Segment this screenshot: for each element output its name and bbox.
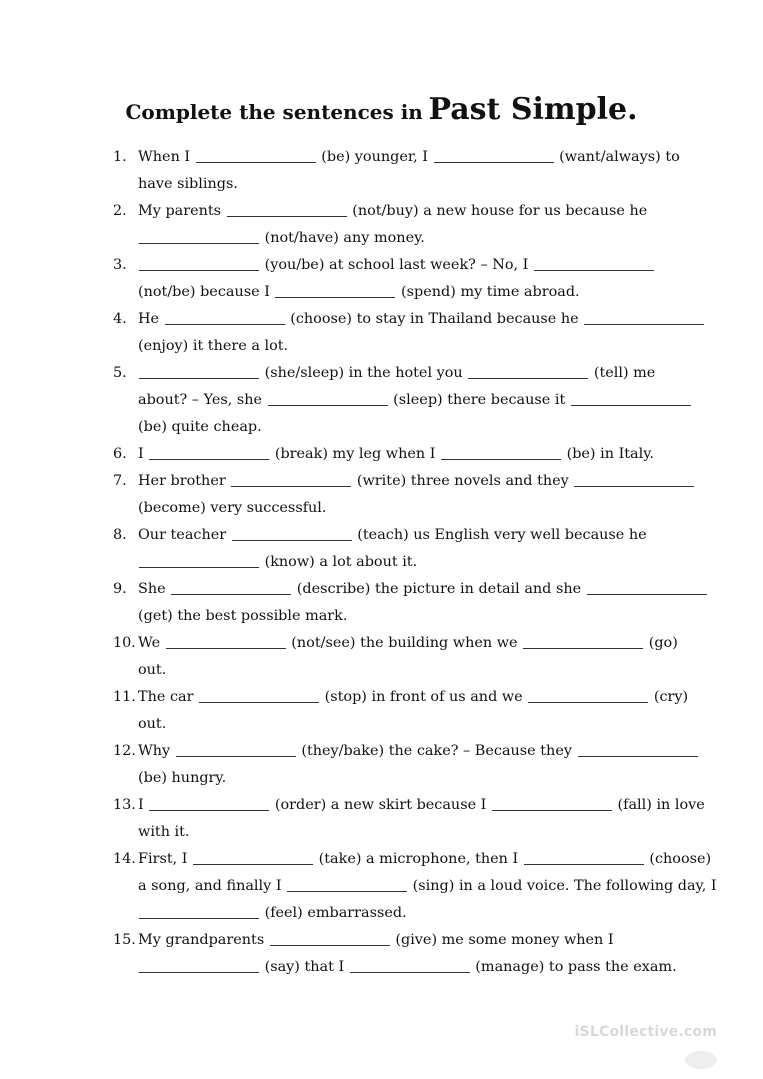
sentence-line: [138, 225, 673, 252]
sentence-line: [138, 522, 673, 549]
sentence-text: (get) the best possible mark.: [138, 608, 348, 624]
sentence-line: [138, 765, 673, 792]
sentence-line: [138, 846, 712, 873]
sentence-line: [138, 333, 673, 360]
answer-blank[interactable]: [171, 581, 291, 595]
exercise-item: [113, 441, 673, 468]
watermark-logo-icon: [683, 1046, 719, 1070]
sentence-text: When I: [138, 149, 195, 165]
answer-blank[interactable]: [270, 932, 390, 946]
exercise-item: [113, 198, 673, 252]
sentence-text: I: [138, 446, 149, 462]
answer-blank[interactable]: [227, 203, 347, 217]
sentence-line: [138, 549, 673, 576]
sentence-line: [138, 630, 678, 657]
sentence-text: out.: [138, 662, 167, 678]
title-emphasis: Past Simple: [428, 92, 628, 127]
sentence-text: (want/always) to: [554, 149, 680, 165]
item-number: 15.: [113, 932, 136, 948]
sentence-text: (describe) the picture in detail and she: [292, 581, 586, 597]
sentence-text: (be) quite cheap.: [138, 419, 262, 435]
item-number: 8.: [113, 527, 127, 543]
sentence-text: The car: [138, 689, 199, 705]
item-number: 4.: [113, 311, 127, 327]
answer-blank[interactable]: [492, 797, 612, 811]
sentence-text: (sing) in a loud voice. The following day, I: [408, 878, 717, 894]
item-number: 6.: [113, 446, 127, 462]
item-number: 2.: [113, 203, 127, 219]
answer-blank[interactable]: [287, 878, 407, 892]
exercise-item: [113, 684, 689, 738]
sentence-text: (not/see) the building when we: [286, 635, 523, 651]
sentence-text: (give) me some money when I: [390, 932, 614, 948]
answer-blank[interactable]: [165, 311, 285, 325]
sentence-text: a song, and finally I: [138, 878, 287, 894]
answer-blank[interactable]: [587, 581, 707, 595]
item-number: 12.: [113, 743, 136, 759]
answer-blank[interactable]: [166, 635, 286, 649]
sentence-text: (sleep) there because it: [388, 392, 570, 408]
sentence-text: with it.: [138, 824, 190, 840]
answer-blank[interactable]: [193, 851, 313, 865]
sentence-line: [138, 900, 673, 927]
answer-blank[interactable]: [524, 851, 644, 865]
sentence-text: (they/bake) the cake? – Because they: [296, 743, 577, 759]
answer-blank[interactable]: [528, 689, 648, 703]
item-number: 3.: [113, 257, 127, 273]
sentence-line: [138, 927, 673, 954]
sentence-line: [138, 576, 673, 603]
answer-blank[interactable]: [268, 392, 388, 406]
item-number: 9.: [113, 581, 127, 597]
answer-blank[interactable]: [534, 257, 654, 271]
answer-blank[interactable]: [350, 959, 470, 973]
answer-blank[interactable]: [139, 230, 259, 244]
exercise-item: [113, 846, 717, 927]
exercise-item: [113, 927, 677, 981]
answer-blank[interactable]: [231, 473, 351, 487]
answer-blank[interactable]: [199, 689, 319, 703]
exercise-list: [113, 144, 717, 981]
exercise-item: [113, 252, 673, 306]
sentence-text: We: [138, 635, 165, 651]
exercise-item: [113, 522, 673, 576]
sentence-line: [138, 198, 673, 225]
sentence-text: (feel) embarrassed.: [260, 905, 407, 921]
item-number: 10.: [113, 635, 136, 651]
sentence-text: First, I: [138, 851, 193, 867]
sentence-text: (enjoy) it there a lot.: [138, 338, 289, 354]
sentence-text: My grandparents: [138, 932, 269, 948]
title-period: .: [627, 92, 638, 127]
exercise-item: [113, 792, 705, 846]
answer-blank[interactable]: [139, 959, 259, 973]
answer-blank[interactable]: [434, 149, 554, 163]
sentence-text: Her brother: [138, 473, 231, 489]
sentence-text: about? – Yes, she: [138, 392, 267, 408]
sentence-text: (not/be) because I: [138, 284, 275, 300]
sentence-line: [138, 738, 673, 765]
answer-blank[interactable]: [139, 365, 259, 379]
sentence-text: (teach) us English very well because he: [352, 527, 647, 543]
sentence-line: [138, 414, 673, 441]
sentence-line: [138, 603, 673, 630]
sentence-line: [138, 171, 673, 198]
sentence-text: have siblings.: [138, 176, 238, 192]
sentence-line: [138, 873, 717, 900]
sentence-line: [138, 441, 673, 468]
sentence-text: She: [138, 581, 171, 597]
sentence-text: (go): [644, 635, 678, 651]
exercise-item: [113, 468, 673, 522]
sentence-line: [138, 279, 673, 306]
sentence-text: (you/be) at school last week? – No, I: [260, 257, 533, 273]
item-number: 7.: [113, 473, 127, 489]
sentence-text: He: [138, 311, 164, 327]
item-number: 13.: [113, 797, 136, 813]
sentence-line: [138, 387, 673, 414]
answer-blank[interactable]: [139, 905, 259, 919]
answer-blank[interactable]: [139, 257, 259, 271]
sentence-line: [138, 144, 680, 171]
sentence-text: Our teacher: [138, 527, 231, 543]
sentence-line: [138, 495, 673, 522]
sentence-text: (fall) in love: [612, 797, 705, 813]
sentence-text: (cry): [649, 689, 689, 705]
sentence-text: (be) hungry.: [138, 770, 227, 786]
watermark: iSLCollective.com: [574, 1024, 717, 1040]
sentence-text: (choose) to stay in Thailand because he: [285, 311, 584, 327]
sentence-line: [138, 468, 673, 495]
answer-blank[interactable]: [232, 527, 352, 541]
answer-blank[interactable]: [584, 311, 704, 325]
item-number: 5.: [113, 365, 127, 381]
sentence-line: [138, 657, 673, 684]
sentence-line: [138, 360, 673, 387]
sentence-text: (say) that I: [260, 959, 349, 975]
answer-blank[interactable]: [275, 284, 395, 298]
sentence-text: Why: [138, 743, 175, 759]
sentence-text: (not/buy) a new house for us because he: [347, 203, 648, 219]
answer-blank[interactable]: [574, 473, 694, 487]
sentence-text: (tell) me: [589, 365, 656, 381]
sentence-line: [138, 684, 689, 711]
answer-blank[interactable]: [196, 149, 316, 163]
answer-blank[interactable]: [523, 635, 643, 649]
sentence-text: (take) a microphone, then I: [314, 851, 523, 867]
sentence-line: [138, 819, 673, 846]
sentence-line: [138, 252, 673, 279]
sentence-text: (be) in Italy.: [562, 446, 655, 462]
sentence-text: I: [138, 797, 149, 813]
item-number: 1.: [113, 149, 127, 165]
exercise-item: [113, 630, 678, 684]
answer-blank[interactable]: [176, 743, 296, 757]
sentence-text: (spend) my time abroad.: [396, 284, 580, 300]
answer-blank[interactable]: [571, 392, 691, 406]
sentence-text: (she/sleep) in the hotel you: [260, 365, 468, 381]
answer-blank[interactable]: [578, 743, 698, 757]
answer-blank[interactable]: [149, 797, 269, 811]
sentence-text: (order) a new skirt because I: [270, 797, 491, 813]
item-number: 14.: [113, 851, 136, 867]
sentence-line: [138, 306, 673, 333]
sentence-text: (choose): [644, 851, 712, 867]
sentence-text: (be) younger, I: [316, 149, 433, 165]
sentence-text: out.: [138, 716, 167, 732]
sentence-text: (stop) in front of us and we: [320, 689, 528, 705]
sentence-text: (know) a lot about it.: [260, 554, 418, 570]
exercise-item: [113, 360, 673, 441]
sentence-line: [138, 954, 677, 981]
sentence-text: (break) my leg when I: [270, 446, 441, 462]
exercise-item: [113, 306, 673, 360]
sentence-text: (become) very successful.: [138, 500, 327, 516]
exercise-item: [113, 738, 673, 792]
exercise-item: [113, 144, 680, 198]
sentence-text: (write) three novels and they: [352, 473, 574, 489]
sentence-line: [138, 792, 705, 819]
exercise-item: [113, 576, 673, 630]
worksheet-title: [0, 92, 763, 127]
answer-blank[interactable]: [149, 446, 269, 460]
sentence-line: [138, 711, 673, 738]
answer-blank[interactable]: [139, 554, 259, 568]
sentence-text: (not/have) any money.: [260, 230, 425, 246]
sentence-text: My parents: [138, 203, 226, 219]
title-text: Complete the sentences in: [125, 100, 423, 124]
answer-blank[interactable]: [468, 365, 588, 379]
answer-blank[interactable]: [441, 446, 561, 460]
item-number: 11.: [113, 689, 136, 705]
sentence-text: (manage) to pass the exam.: [470, 959, 677, 975]
